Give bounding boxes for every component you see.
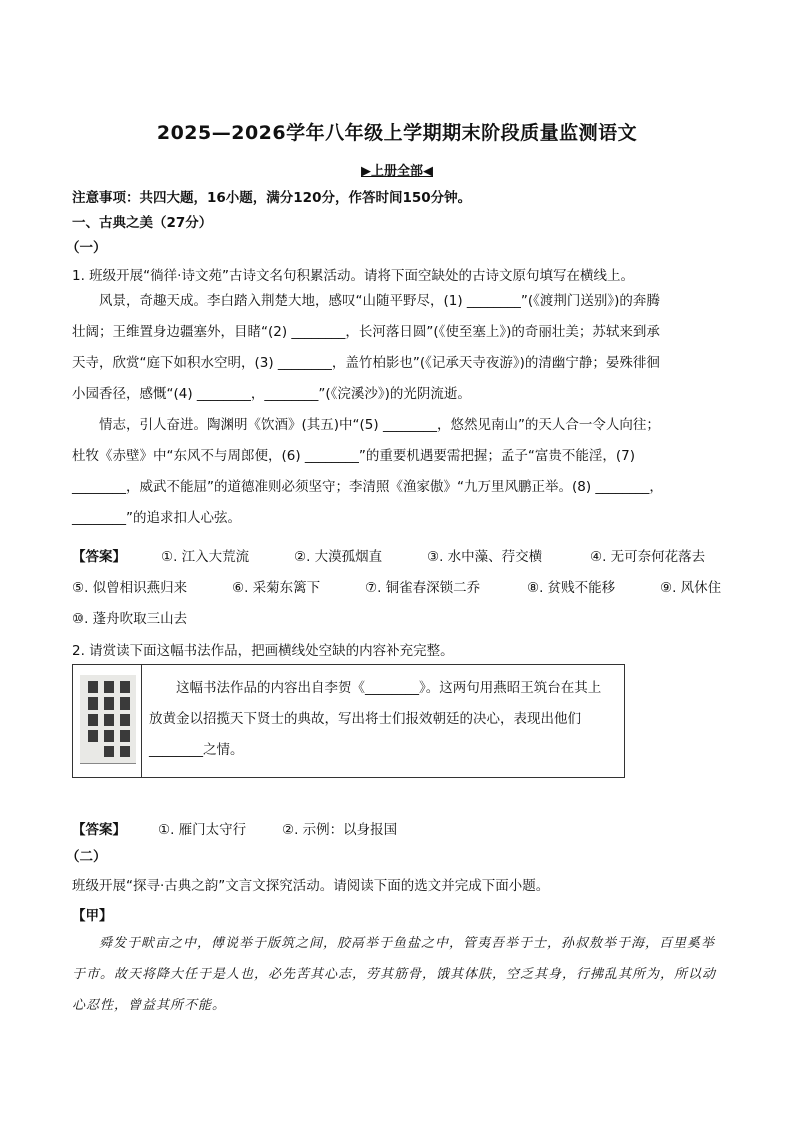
answer-item: ②. 示例：以身报国 [282,822,398,838]
part-heading: （二） [66,849,107,865]
calligraphy-image [80,675,136,764]
calligraphy-question-box [72,664,625,778]
answer-item: ①. 雁门太守行 [158,822,247,838]
paragraph-line: ________，威武不能屈”的道德准则必须坚守；李清照《渔家傲》“九万里风鹏正举。(8) ________， [72,479,663,495]
answer-item: ⑨. 风休住 [660,580,722,596]
answer-item: ③. 水中藻、荇交横 [427,549,543,565]
paragraph-line: 天寺，欣赏“庭下如积水空明，(3) ________，盖竹柏影也”(《记承天寺夜游》)的清幽宁静；晏殊徘徊 [72,355,660,371]
paragraph-line: 风景，奇趣天成。李白踏入荆楚大地，感叹“山随平野尽，(1) ________”(《渡荆门送别》)的奔腾 [99,293,660,309]
part-heading: （一） [66,240,107,256]
passage-line: 心忍性，曾益其所不能。 [72,998,227,1013]
box-line: ________之情。 [149,742,244,758]
paragraph-line: ________”的追求扣人心弦。 [72,510,241,526]
paragraph-line: 小园香径，感慨“(4) ________，________”(《浣溪沙》)的光阴流逝。 [72,386,471,402]
question-1-prompt: 1. 班级开展“徜徉·诗文苑”古诗文名句积累活动。请将下面空缺处的古诗文原句填写在横线上。 [72,268,634,284]
passage-line: 于市。故天将降大任于是人也，必先苦其心志，劳其筋骨，饿其体肤，空乏其身，行拂乱其所为，所以动 [72,967,717,982]
section-heading: 一、古典之美（27分） [72,215,213,231]
question-2-prompt: 2. 请赏读下面这幅书法作品，把画横线处空缺的内容补充完整。 [72,643,454,659]
answer-item: ②. 大漠孤烟直 [294,549,383,565]
answer-item: ⑦. 铜雀春深锁二乔 [365,580,481,596]
reading-intro: 班级开展“探寻·古典之韵”文言文探究活动。请阅读下面的选文并完成下面小题。 [72,878,550,894]
passage-label-jia: 【甲】 [72,908,113,924]
passage-line: 舜发于畎亩之中，傅说举于版筑之间，胶鬲举于鱼盐之中，管夷吾举于士，孙叔敖举于海，百里奚举 [99,936,716,951]
paragraph-line: 情志，引人奋进。陶渊明《饮酒》(其五)中“(5) ________，悠然见南山”的天人合一令人向往； [99,417,660,433]
box-line: 放黄金以招揽天下贤士的典故，写出将士们报效朝廷的决心，表现出他们 [149,711,581,727]
calligraphy-question-text [149,673,617,766]
answer-item: ⑧. 贫贱不能移 [527,580,616,596]
answer-item: ①. 江入大荒流 [161,549,250,565]
box-line: 这幅书法作品的内容出自李贺《________》。这两句用燕昭王筑台在其上 [176,680,602,696]
calligraphy-image-cell [73,665,142,777]
question-1-paragraph-2 [72,410,724,534]
scope-label: ▶上册全部◀ [361,164,433,179]
question-1-paragraph-1 [72,286,724,410]
answer-item: ⑥. 采菊东篱下 [232,580,321,596]
page-title: 2025—2026学年八年级上学期期末阶段质量监测语文 [156,122,638,144]
paragraph-line: 杜牧《赤壁》中“东风不与周郎便，(6) ________”的重要机遇要需把握；孟子“富贵不能淫，(7) [72,448,636,464]
paragraph-line: 壮阔；王维置身边疆塞外，目睹“(2) ________，长河落日圆”(《使至塞上》)的奇丽壮美；苏轼来到承 [72,324,660,340]
answer-label: 【答案】 [72,822,126,838]
passage-jia [72,928,724,1021]
answer-item: ⑤. 似曾相识燕归来 [72,580,188,596]
answer-item: ④. 无可奈何花落去 [590,549,706,565]
answer-label: 【答案】 [72,549,126,565]
answer-item: ⑩. 蓬舟吹取三山去 [72,611,188,627]
notice: 注意事项：共四大题，16小题，满分120分，作答时间150分钟。 [72,190,472,206]
